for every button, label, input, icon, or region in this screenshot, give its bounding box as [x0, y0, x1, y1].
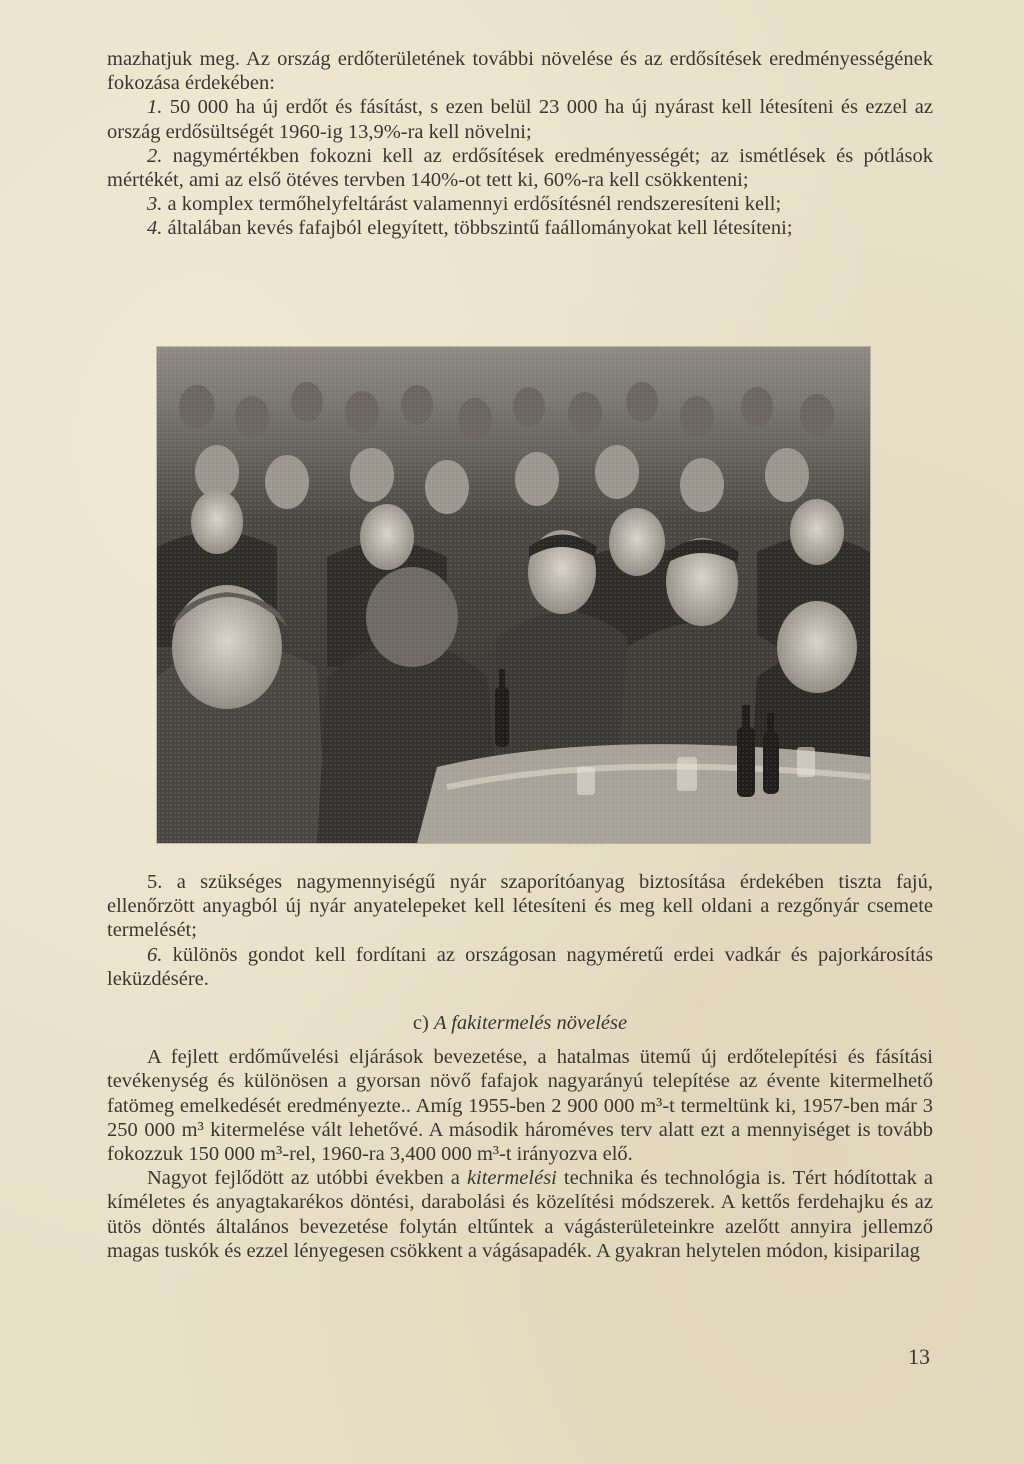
list-item-6 — [107, 943, 933, 991]
list-text: 50 000 ha új erdőt és fásítást, s ezen belül 23 000 ha új nyárast kell létesíteni és ezzel az ország erdősültségét 1960-ig 13,9%-ra kell növelni; — [107, 96, 933, 143]
list-text: a szükséges nagymennyiségű nyár szaporítóanyag biztosítása érdekében tiszta fajú, ellenőrzött anyagból új nyár anyatelepeket kell létesíteni és meg kell oldani a rezgőnyár csemete termelését; — [107, 871, 933, 942]
list-item-1 — [107, 95, 933, 143]
list-number: 3. — [147, 193, 163, 216]
page-number: 13 — [908, 1344, 930, 1369]
paragraph-2-start: Nagyot fejlődött az utóbbi években a — [147, 1167, 460, 1190]
list-item-5 — [107, 870, 933, 943]
meeting-photograph — [157, 347, 870, 843]
paragraph-2 — [107, 1166, 933, 1263]
paragraph-2-emphasis: kitermelési — [466, 1167, 557, 1190]
list-item-2 — [107, 144, 933, 192]
list-number: 2. — [147, 144, 163, 167]
list-number: 1. — [147, 96, 163, 119]
section-prefix: c) — [412, 1012, 429, 1035]
list-text: általában kevés fafajból elegyített, többszintű faállományokat kell létesíteni; — [167, 217, 793, 240]
paragraph-1: A fejlett erdőművelési eljárások bevezetése, a hatalmas ütemű új erdőtelepítési és fásítási tevékenység és különösen a gyorsan növő fafajok nagyarányú telepítése az évente kitermelhető fatömeg emelkedését eredményezte.. Amíg 1955-ben 2 900 000 m³-t termeltünk ki, 1957-ben már 3 250 000 m³ kitermelése vált lehetővé. A második hároméves terv alatt ezt a mennyiséget is tovább fokozzuk 150 000 m³-rel, 1960-ra 3,400 000 m³-t irányozva elő. — [107, 1046, 933, 1166]
list-text: a komplex termőhelyfeltárást valamennyi erdősítésnél rendszeresíteni kell; — [167, 193, 782, 216]
list-text: különös gondot kell fordítani az országosan nagyméretű erdei vadkár és pajorkárosítás leküzdésére. — [107, 943, 933, 990]
photo-illustration — [157, 347, 870, 843]
list-number: 6. — [147, 943, 163, 966]
paragraph-2-end: technika és technológia is. Tért hódítottak a kíméletes és anyagtakarékos döntési, darabolási és közelítési módszerek. A kettős ferdehajku és az ütös döntés általános bevezetése folytán eltűntek a vágásterületeinkre azelőtt annyira jellemző magas tuskók és ezzel lényegesen csökkent a vágásapadék. A gyakran helytelen módon, kisiparilag — [107, 1167, 934, 1262]
bottom-text-block — [107, 870, 933, 1263]
list-item-3 — [107, 192, 933, 216]
list-text: nagymértékben fokozni kell az erdősítések eredményességét; az ismétlések és pótlások mértékét, ami az első ötéves tervben 140%-ot tett ki, 60%-ra kell csökkenteni; — [107, 144, 934, 192]
section-title: A fakitermelés növelése — [433, 1012, 628, 1035]
list-item-4 — [107, 216, 933, 240]
section-heading — [107, 1011, 933, 1035]
top-text-block — [107, 47, 933, 241]
intro-paragraph: mazhatjuk meg. Az ország erdőterületének további növelése és az erdősítések eredményességének fokozása érdekében: — [107, 48, 933, 95]
list-number: 5. — [147, 871, 163, 893]
list-number: 4. — [147, 217, 163, 240]
